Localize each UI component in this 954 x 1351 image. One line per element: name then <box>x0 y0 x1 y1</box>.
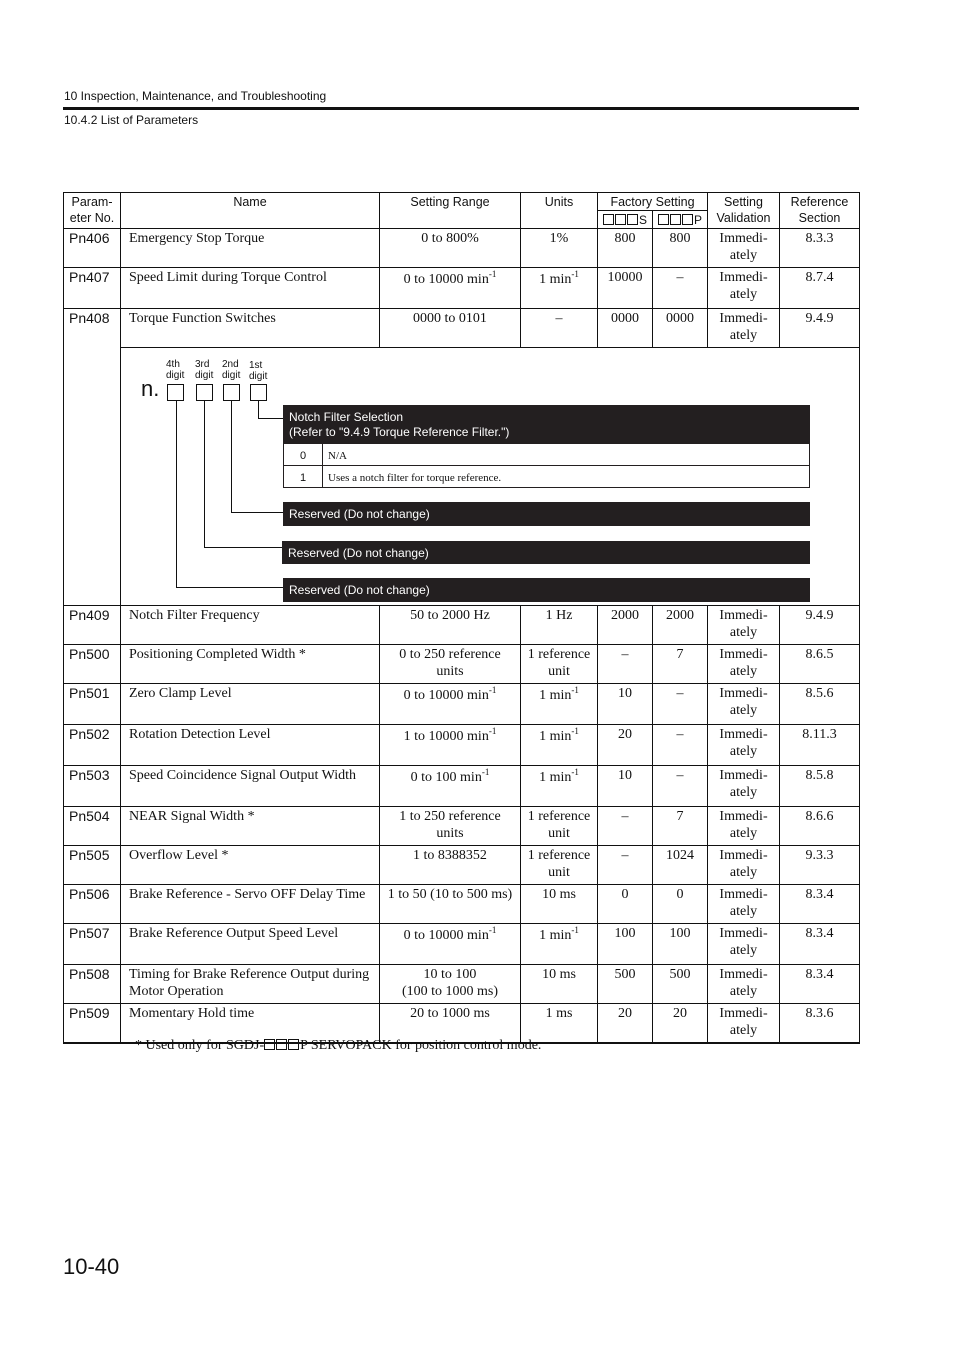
reserved-4th-digit: Reserved (Do not change) <box>283 578 810 602</box>
header-name: Name <box>121 193 380 229</box>
connector-line <box>176 401 177 587</box>
digit-box-2nd <box>223 384 240 401</box>
header-param-no: Param- eter No. <box>64 193 121 229</box>
digit-box-3rd <box>196 384 213 401</box>
notch-options-table <box>283 444 810 488</box>
footnote: * Used only for SGDJ- P SERVOPACK for position control mode. <box>135 1038 542 1053</box>
connector-line <box>204 401 205 547</box>
table-row: Pn407 Speed Limit during Torque Control 0 to 10000 $\min^{-1}$ 1 $\min^{-1}$ 10000 – Immedi- ately 8.7.4 <box>64 268 860 309</box>
list-item: 1 Uses a notch filter for torque reference. <box>284 466 809 487</box>
digit-box-1st <box>250 384 267 401</box>
chapter-header: 10 Inspection, Maintenance, and Troubleshooting <box>64 89 327 103</box>
header-factory-setting: Factory Setting <box>598 193 708 211</box>
table-row: Pn505 Overflow Level * 1 to 8388352 1 reference unit – 1024 Immedi- ately 9.3.3 <box>64 846 860 885</box>
header-factory-p: P <box>653 211 708 229</box>
table-row: Pn502 Rotation Detection Level 1 to 10000 $\min^{-1}$ 1 $\min^{-1}$ 20 – Immedi- ately 8.11.3 <box>64 725 860 766</box>
table-row: Pn501 Zero Clamp Level 0 to 10000 $\min^{-1}$ 1 $\min^{-1}$ 10 – Immedi- ately 8.5.6 <box>64 684 860 725</box>
table-row: Pn408 Torque Function Switches 0000 to 0101 – 0000 0000 Immedi- ately 9.4.9 <box>64 309 860 348</box>
connector-line <box>231 401 232 512</box>
table-row: Pn509 Momentary Hold time 20 to 1000 ms 1 ms 20 20 Immedi- ately 8.3.6 <box>64 1004 860 1044</box>
digit-box-4th <box>167 384 184 401</box>
header-reference-section: Reference Section <box>780 193 860 229</box>
table-row: Pn507 Brake Reference Output Speed Level 0 to 10000 $\min^{-1}$ 1 $\min^{-1}$ 100 100 Immedi- ately 8.3.4 <box>64 924 860 965</box>
header-factory-s: S <box>598 211 653 229</box>
table-row: Pn500 Positioning Completed Width * 0 to 250 reference units 1 reference unit – 7 Immedi- ately 8.6.5 <box>64 645 860 684</box>
table-row: Pn508 Timing for Brake Reference Output during Motor Operation 10 to 100 (100 to 1000 ms) 10 ms 500 500 Immedi- ately 8.3.4 <box>64 965 860 1004</box>
connector-line <box>258 418 283 419</box>
table-row: Pn406 Emergency Stop Torque 0 to 800% 1% 800 800 Immedi- ately 8.3.3 <box>64 229 860 268</box>
page-number: 10-40 <box>63 1254 120 1279</box>
table-row: Pn409 Notch Filter Frequency 50 to 2000 Hz 1 Hz 2000 2000 Immedi- ately 9.4.9 <box>64 606 860 645</box>
digit-label-4th: 4th digit <box>166 359 185 381</box>
connector-line <box>176 587 283 588</box>
reserved-3rd-digit: Reserved (Do not change) <box>282 541 810 564</box>
connector-line <box>204 547 282 548</box>
connector-line <box>258 401 259 418</box>
header-rule <box>63 107 859 110</box>
notch-filter-selection-header: Notch Filter Selection (Refer to "9.4.9 Torque Reference Filter.") <box>283 405 810 444</box>
header-setting-validation: Setting Validation <box>708 193 780 229</box>
table-row: Pn504 NEAR Signal Width * 1 to 250 reference units 1 reference unit – 7 Immedi- ately 8.6.6 <box>64 807 860 846</box>
digit-label-2nd: 2nd digit <box>222 359 241 381</box>
parameter-table <box>63 192 860 1044</box>
list-item: 0 N/A <box>284 444 809 466</box>
header-units: Units <box>521 193 598 229</box>
digit-label-3rd: 3rd digit <box>195 359 214 381</box>
prefix-label: n. <box>141 376 160 401</box>
section-header: 10.4.2 List of Parameters <box>64 113 199 127</box>
connector-line <box>231 512 283 513</box>
table-row: Pn503 Speed Coincidence Signal Output Width 0 to 100 $\min^{-1}$ 1 $\min^{-1}$ 10 – Immedi- ately 8.5.8 <box>64 766 860 807</box>
digit-label-1st: 1st digit <box>249 360 268 382</box>
digit-diagram <box>121 348 859 605</box>
reserved-2nd-digit: Reserved (Do not change) <box>283 502 810 526</box>
pn408-diagram-row <box>64 348 860 606</box>
header-setting-range: Setting Range <box>380 193 521 229</box>
table-row: Pn506 Brake Reference - Servo OFF Delay Time 1 to 50 (10 to 500 ms) 10 ms 0 0 Immedi- ately 8.3.4 <box>64 885 860 924</box>
